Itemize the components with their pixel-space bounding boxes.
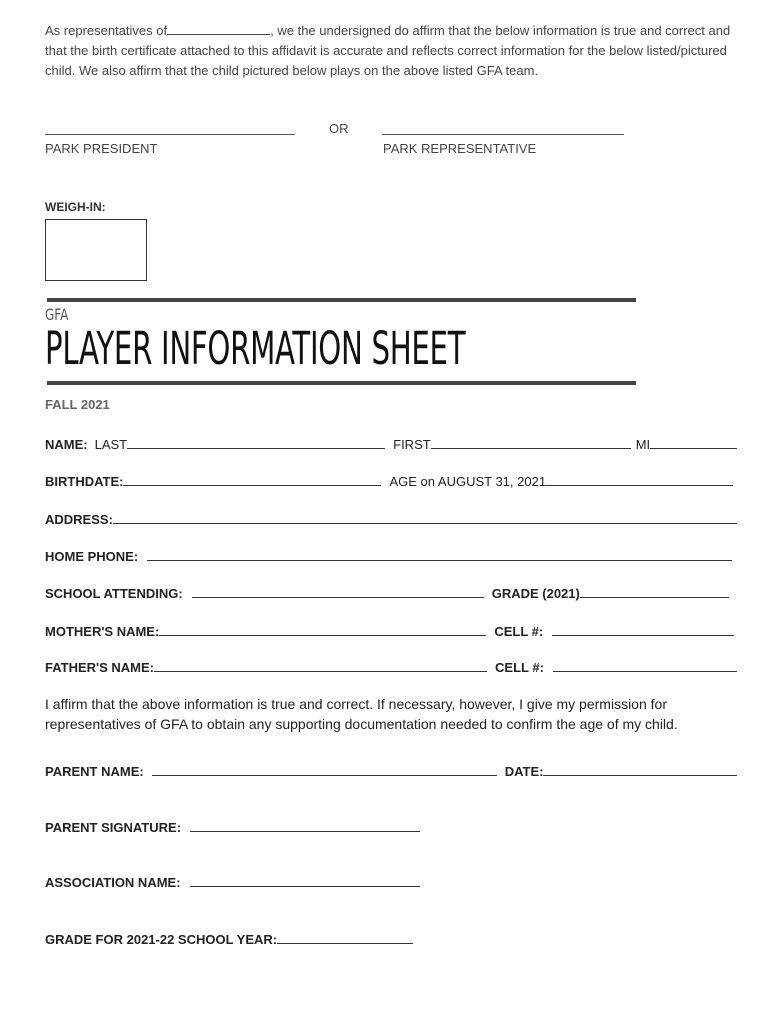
age-label: AGE on AUGUST 31, 2021 [389,474,547,489]
school-field[interactable] [192,597,484,598]
school-label: SCHOOL ATTENDING: [45,586,183,601]
grade-year-field[interactable] [277,943,413,944]
park-representative-label: PARK REPRESENTATIVE [383,141,537,156]
grade-year-row [45,929,445,947]
header-top-rule [47,298,636,302]
weigh-in-label: WEIGH-IN: [45,200,106,214]
father-name-field[interactable] [154,671,487,672]
address-label: ADDRESS: [45,512,113,527]
home-phone-field[interactable] [147,560,732,561]
birthdate-row [45,471,737,489]
last-label: LAST [94,437,128,452]
parent-signature-label: PARENT SIGNATURE: [45,820,182,835]
birthdate-label: BIRTHDATE: [45,474,124,489]
school-row [45,583,737,601]
mother-cell-field[interactable] [552,635,734,636]
home-phone-label: HOME PHONE: [45,549,139,564]
intro-prefix: As representatives of [45,23,168,38]
name-row [45,434,737,452]
father-row [45,657,737,675]
middle-initial-field[interactable] [650,448,737,449]
date-label: DATE: [504,764,544,779]
father-cell-field[interactable] [553,671,737,672]
parent-name-field[interactable] [152,775,497,776]
association-row [45,872,445,890]
intro-suffix: , we the undersigned do affirm that the below information is true and correct and that the birth certificate attached to this affidavit is accurate and reflects correct information for the below listed/pictured child. We also affirm that the child pictured below plays on the above listed GFA team. [45,23,731,78]
park-president-signature-line[interactable] [45,134,295,135]
intro-paragraph [45,21,750,81]
grade-year-label: GRADE FOR 2021-22 SCHOOL YEAR: [45,932,278,947]
mi-label: MI [635,437,651,452]
age-field[interactable] [546,485,733,486]
season-label: FALL 2021 [45,397,110,412]
park-president-label: PARK PRESIDENT [45,141,158,156]
org-label: GFA [45,305,69,324]
name-label: NAME: [45,437,88,452]
representatives-blank[interactable] [167,22,270,35]
association-field[interactable] [190,886,420,887]
mother-row [45,621,737,639]
home-phone-row [45,546,737,564]
grade-label: GRADE (2021) [491,586,580,601]
weigh-in-box[interactable] [45,219,147,281]
parent-name-row [45,761,737,779]
mother-name-field[interactable] [159,635,486,636]
father-cell-label: CELL #: [495,660,544,675]
mother-cell-label: CELL #: [494,624,544,639]
date-field[interactable] [543,775,737,776]
mother-name-label: MOTHER'S NAME: [45,624,160,639]
parent-name-label: PARENT NAME: [45,764,144,779]
page-title: PLAYER INFORMATION SHEET [45,322,466,375]
parent-signature-row [45,817,445,835]
address-field[interactable] [113,523,737,524]
first-label: FIRST [393,437,431,452]
address-row [45,509,737,527]
association-label: ASSOCIATION NAME: [45,875,181,890]
father-name-label: FATHER'S NAME: [45,660,155,675]
park-representative-signature-line[interactable] [382,134,624,135]
or-label: OR [329,121,349,136]
header-bottom-rule [47,381,636,385]
grade-field[interactable] [580,597,729,598]
birthdate-field[interactable] [123,485,381,486]
first-name-field[interactable] [431,448,631,449]
affirmation-paragraph: I affirm that the above information is true and correct. If necessary, however, I give my permission for representatives of GFA to obtain any supporting documentation needed to confirm the age of my child. [45,696,678,732]
parent-signature-field[interactable] [190,831,420,832]
last-name-field[interactable] [127,448,385,449]
